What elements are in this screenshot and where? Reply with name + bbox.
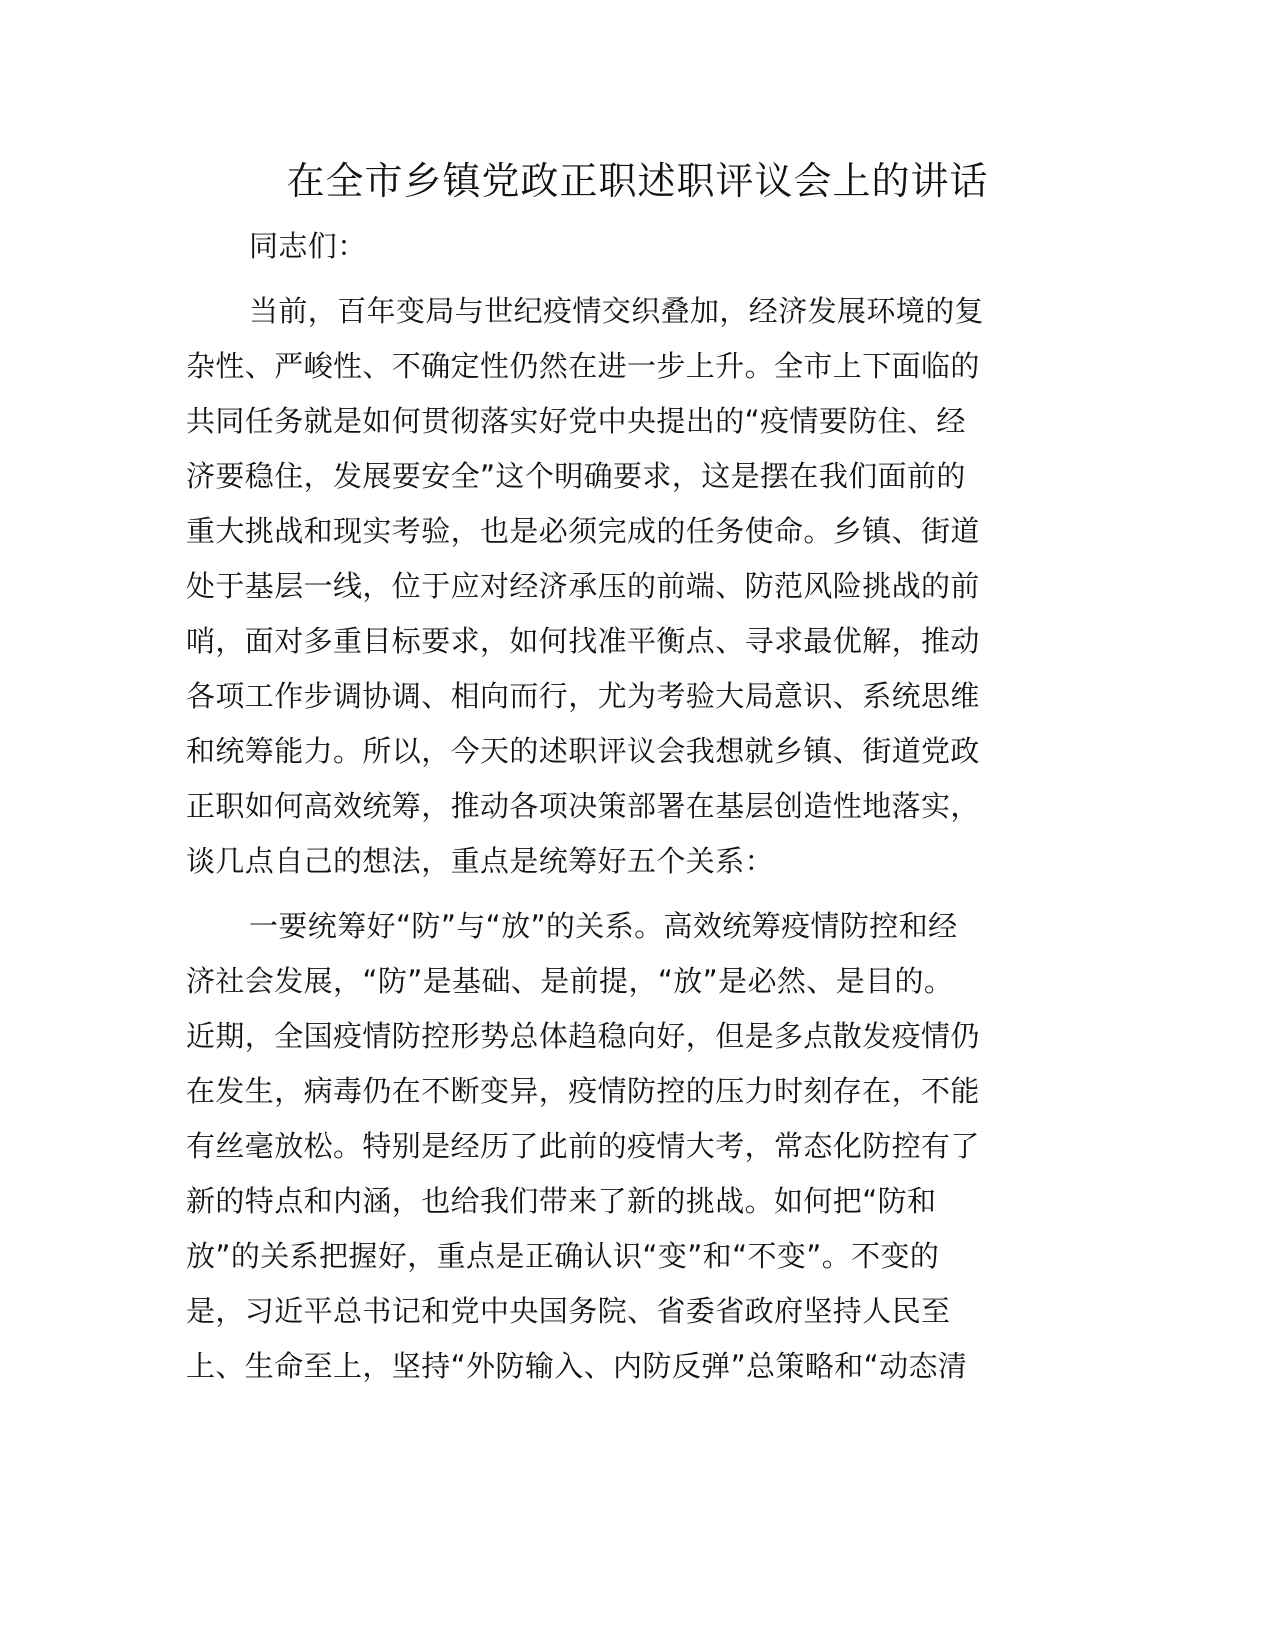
paragraph-1-line: 和统筹能力。所以，今天的述职评议会我想就乡镇、街道党政 bbox=[186, 734, 980, 768]
paragraph-1-line: 共同任务就是如何贯彻落实好党中央提出的“疫情要防住、经 bbox=[186, 404, 966, 438]
paragraph-1-line: 正职如何高效统筹，推动各项决策部署在基层创造性地落实， bbox=[186, 789, 980, 823]
paragraph-2-line: 新的特点和内涵，也给我们带来了新的挑战。如何把“防和 bbox=[186, 1184, 937, 1218]
paragraph-1-line: 谈几点自己的想法，重点是统筹好五个关系： bbox=[186, 844, 775, 878]
paragraph-1-line: 各项工作步调协调、相向而行，尤为考验大局意识、系统思维 bbox=[186, 679, 980, 713]
salutation: 同志们： bbox=[249, 229, 367, 263]
paragraph-1-line: 杂性、严峻性、不确定性仍然在进一步上升。全市上下面临的 bbox=[186, 349, 980, 383]
paragraph-2-line: 有丝毫放松。特别是经历了此前的疫情大考，常态化防控有了 bbox=[186, 1129, 980, 1163]
paragraph-2-line: 一要统筹好“防”与“放”的关系。高效统筹疫情防控和经 bbox=[249, 909, 958, 943]
paragraph-1-line: 重大挑战和现实考验，也是必须完成的任务使命。乡镇、街道 bbox=[186, 514, 980, 548]
paragraph-2-line: 上、生命至上，坚持“外防输入、内防反弹”总策略和“动态清 bbox=[186, 1349, 968, 1383]
paragraph-2-line: 近期，全国疫情防控形势总体趋稳向好，但是多点散发疫情仍 bbox=[186, 1019, 980, 1053]
paragraph-2-line: 济社会发展，“防”是基础、是前提，“放”是必然、是目的。 bbox=[186, 964, 954, 998]
paragraph-1-line: 当前，百年变局与世纪疫情交织叠加，经济发展环境的复 bbox=[249, 294, 985, 328]
paragraph-2-line: 放”的关系把握好，重点是正确认识“变”和“不变”。不变的 bbox=[186, 1239, 940, 1273]
paragraph-2-line: 在发生，病毒仍在不断变异，疫情防控的压力时刻存在，不能 bbox=[186, 1074, 980, 1108]
document-title: 在全市乡镇党政正职述职评议会上的讲话 bbox=[286, 159, 989, 203]
paragraph-1-line: 处于基层一线，位于应对经济承压的前端、防范风险挑战的前 bbox=[186, 569, 980, 603]
paragraph-1-line: 济要稳住，发展要安全”这个明确要求，这是摆在我们面前的 bbox=[186, 459, 966, 493]
paragraph-2-line: 是，习近平总书记和党中央国务院、省委省政府坚持人民至 bbox=[186, 1294, 951, 1328]
paragraph-1-line: 哨，面对多重目标要求，如何找准平衡点、寻求最优解，推动 bbox=[186, 624, 980, 658]
